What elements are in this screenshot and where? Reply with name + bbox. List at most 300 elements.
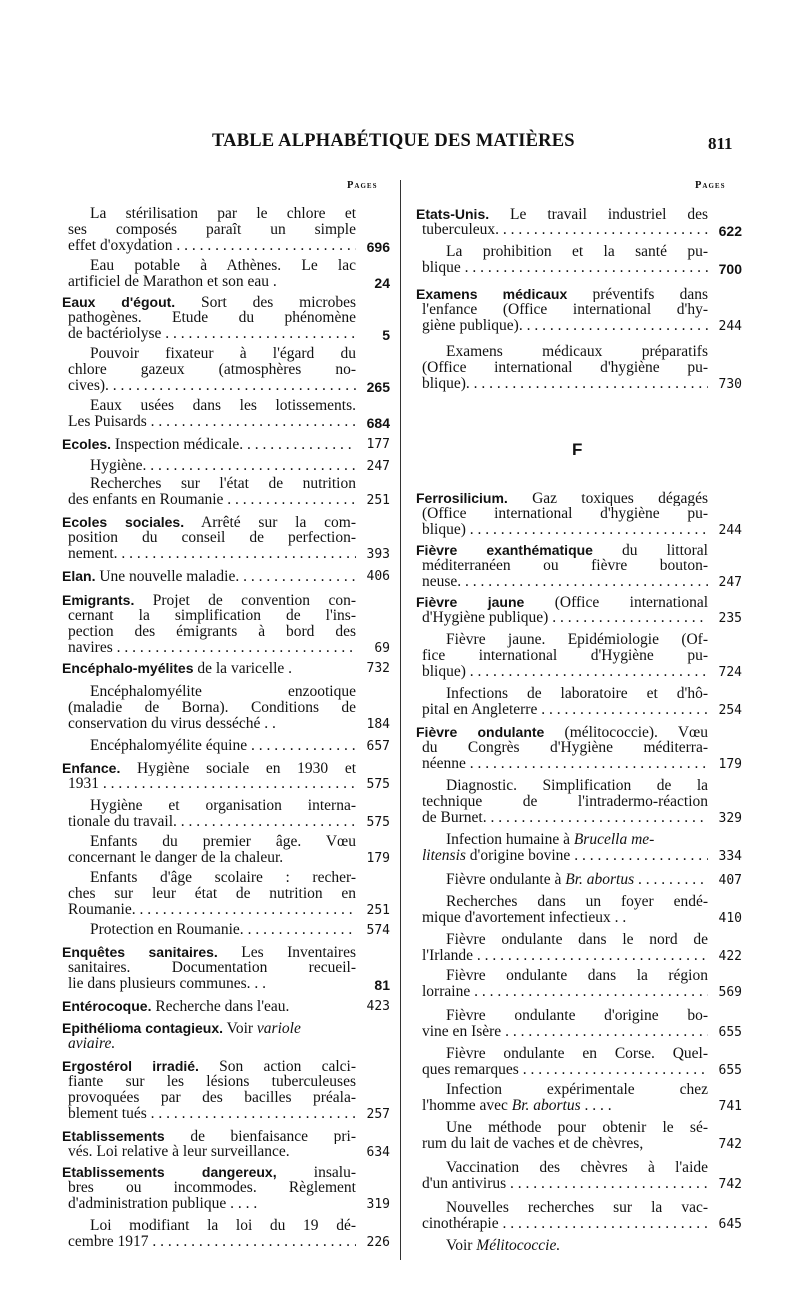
entry-text	[416, 724, 708, 740]
entry-text-run: Son action calci-	[198, 1058, 356, 1074]
page-reference-empty	[356, 346, 390, 362]
entry-line	[62, 944, 390, 960]
index-entry	[62, 798, 390, 830]
entry-text-run: La prohibition et la santé pu-	[446, 244, 708, 260]
index-entry	[62, 294, 390, 342]
entry-italic-run: Mélitococcie.	[476, 1238, 561, 1254]
entry-text-run: Examens médicaux préparatifs	[446, 344, 708, 360]
entry-text-run: effet d'oxydation	[68, 238, 173, 254]
page-reference-empty	[708, 778, 742, 794]
entry-line	[62, 886, 390, 902]
entry-line	[416, 244, 742, 260]
entry-text	[68, 546, 356, 562]
entry-text	[422, 740, 708, 756]
entry-keyword: Etablissements dangereux,	[62, 1164, 277, 1180]
page-reference-empty	[356, 608, 390, 624]
entry-text	[416, 490, 708, 506]
entry-text	[68, 1180, 356, 1196]
entry-text-run: Recherches sur l'état de nutrition	[90, 476, 356, 492]
entry-text-run: pection des émigrants à bord des	[68, 624, 356, 640]
entry-text	[422, 756, 708, 772]
entry-line	[62, 274, 390, 290]
entry-text	[90, 346, 356, 362]
entry-line	[62, 398, 390, 414]
entry-text-run: position du conseil de perfection-	[68, 530, 356, 546]
index-entry	[62, 436, 390, 452]
page-reference-empty	[708, 1200, 742, 1216]
entry-line	[416, 1024, 742, 1040]
page-reference: 423	[366, 999, 390, 1014]
entry-line	[416, 1120, 742, 1136]
index-entry	[416, 1200, 742, 1232]
page-reference: 569	[718, 985, 742, 1000]
entry-text	[68, 378, 356, 394]
page-reference: 257	[366, 1107, 390, 1122]
entry-text-run: préventifs dans	[567, 286, 708, 302]
entry-keyword: Fièvre ondulante	[416, 724, 545, 740]
index-entry	[62, 760, 390, 792]
entry-text	[68, 716, 356, 732]
entry-line	[416, 810, 742, 826]
entry-text	[62, 1020, 356, 1036]
entry-text-run: Eau potable à Athènes. Le lac	[90, 258, 356, 274]
entry-text	[422, 506, 708, 522]
entry-text-run: néenne	[422, 756, 466, 772]
page-reference-empty	[708, 724, 742, 740]
page-reference-empty	[708, 490, 742, 506]
entry-text	[68, 960, 356, 976]
index-entry	[416, 1238, 742, 1254]
entry-text	[68, 1196, 356, 1212]
entry-line	[416, 832, 742, 848]
page-reference-empty	[356, 1036, 390, 1052]
page-reference: 226	[366, 1235, 390, 1250]
column-divider	[400, 180, 401, 1260]
index-entry	[416, 1120, 742, 1152]
entry-text-run: Fièvre ondulante en Corse. Quel-	[446, 1046, 708, 1062]
entry-line	[62, 310, 390, 326]
page-reference-empty	[708, 302, 742, 318]
index-entry	[416, 1082, 742, 1114]
entry-line	[416, 1200, 742, 1216]
entry-text	[422, 948, 708, 964]
entry-text-run: l'Irlande	[422, 948, 473, 964]
entry-text-run: Loi modifiant la loi du 19 dé-	[90, 1218, 356, 1234]
page-reference: 184	[366, 717, 390, 732]
entry-line	[62, 1218, 390, 1234]
page-reference: 247	[718, 575, 742, 590]
index-entry	[416, 344, 742, 392]
entry-text	[68, 1234, 356, 1250]
page-title: TABLE ALPHABÉTIQUE DES MATIÈRES	[212, 131, 575, 151]
entry-text	[62, 514, 356, 530]
entry-line	[416, 872, 742, 888]
page-reference: 235	[718, 611, 742, 626]
entry-line	[62, 640, 390, 656]
index-entry	[62, 998, 390, 1014]
entry-keyword: Ecoles.	[62, 436, 112, 452]
index-entry	[62, 684, 390, 732]
index-entry	[416, 932, 742, 964]
entry-keyword: Ergostérol irradié.	[62, 1058, 199, 1074]
entry-text	[68, 776, 356, 792]
page-reference: 622	[718, 223, 742, 239]
entry-line	[62, 476, 390, 492]
page-reference-empty	[356, 206, 390, 222]
page-reference-empty	[708, 542, 742, 558]
entry-line	[416, 984, 742, 1000]
entry-line	[62, 798, 390, 814]
entry-text-run: . . . .	[580, 1098, 612, 1114]
page-reference: 422	[718, 949, 742, 964]
page-reference: 334	[718, 849, 742, 864]
entry-keyword: Eaux d'égout.	[62, 294, 176, 310]
entry-line	[416, 1082, 742, 1098]
entry-text-run: Voir	[446, 1238, 477, 1254]
entry-text-run: du littoral	[592, 542, 708, 558]
entry-text-run: blique)	[422, 522, 466, 538]
entry-line	[416, 542, 742, 558]
entry-text-run: Diagnostic. Simplification de la	[446, 778, 708, 794]
entry-keyword: Examens médicaux	[416, 286, 568, 302]
page-reference: 742	[718, 1177, 742, 1192]
page-reference: 179	[366, 851, 390, 866]
entry-text	[68, 976, 356, 992]
entry-line	[62, 922, 390, 938]
entry-line	[416, 206, 742, 222]
entry-text-run: Une nouvelle maladie.	[95, 568, 240, 584]
entry-text	[62, 436, 356, 452]
index-entry	[62, 592, 390, 656]
entry-line	[416, 1046, 742, 1062]
entry-text	[62, 568, 356, 584]
entry-line	[62, 258, 390, 274]
entry-text-run: l'homme avec	[422, 1098, 512, 1114]
entry-text-run: cinothérapie	[422, 1216, 499, 1232]
page-reference-empty	[708, 686, 742, 702]
page-reference-empty	[708, 832, 742, 848]
index-entry	[416, 490, 742, 538]
page-reference: 655	[718, 1063, 742, 1078]
entry-line	[416, 610, 742, 626]
entry-text	[422, 302, 708, 318]
entry-text-run: tionale du travail.	[68, 814, 177, 830]
entry-text-run: Fièvre jaune. Epidémiologie (Of-	[446, 632, 708, 648]
entry-line	[416, 1160, 742, 1176]
entry-text	[68, 222, 356, 238]
index-entry	[62, 398, 390, 430]
entry-text	[68, 1036, 356, 1052]
entry-text	[416, 594, 708, 610]
page-reference: 247	[366, 459, 390, 474]
entry-line	[62, 592, 390, 608]
entry-italic-run: Br. abortus	[565, 872, 635, 888]
entry-text	[422, 558, 708, 574]
index-entry	[62, 258, 390, 290]
entry-text	[422, 360, 708, 376]
entry-text	[446, 1160, 708, 1176]
page-reference: 575	[366, 777, 390, 792]
page-reference-empty	[708, 1238, 742, 1254]
entry-text	[68, 902, 356, 918]
entry-keyword: Elan.	[62, 568, 96, 584]
entry-line	[416, 1238, 742, 1254]
entry-text	[446, 872, 708, 888]
page-reference: 251	[366, 903, 390, 918]
index-entry	[62, 738, 390, 754]
page-reference-empty	[708, 506, 742, 522]
entry-text	[422, 848, 708, 864]
entry-text-run: Une méthode pour obtenir le sé-	[446, 1120, 708, 1136]
entry-italic-run: variole	[256, 1020, 301, 1036]
entry-keyword: Etats-Unis.	[416, 206, 490, 222]
entry-text	[90, 922, 356, 938]
entry-text-run: cernant la simplification de l'ins-	[68, 608, 356, 624]
entry-text-run: insalu-	[276, 1164, 356, 1180]
page-reference-empty	[356, 1128, 390, 1144]
page-reference-empty	[708, 894, 742, 910]
pages-column-label-right: Pages	[695, 180, 726, 191]
entry-line	[416, 1062, 742, 1078]
entry-text-run: 1931	[68, 776, 99, 792]
entry-keyword: Emigrants.	[62, 592, 135, 608]
entry-text	[62, 944, 356, 960]
page-reference-empty	[708, 968, 742, 984]
index-entry	[416, 778, 742, 826]
index-entry	[62, 458, 390, 474]
index-entry	[416, 1160, 742, 1192]
entry-text	[62, 294, 356, 310]
entry-text-run: pital en Angleterre	[422, 702, 538, 718]
entry-text-run: Encéphalomyélite équine	[90, 738, 248, 754]
entry-text-run: lie dans plusieurs communes. . .	[68, 976, 267, 992]
entry-text	[62, 1058, 356, 1074]
entry-line	[62, 1234, 390, 1250]
entry-line	[416, 574, 742, 590]
entry-text-run: lorraine	[422, 984, 471, 1000]
entry-keyword: Enquêtes sanitaires.	[62, 944, 218, 960]
entry-text-run: du Congrès d'Hygiène méditerra-	[422, 740, 708, 756]
entry-line	[62, 514, 390, 530]
page-reference-empty	[356, 1020, 390, 1036]
page-reference-empty	[708, 206, 742, 222]
entry-text-run: Roumanie.	[68, 902, 136, 918]
page-reference: 393	[366, 547, 390, 562]
page-reference-empty	[356, 294, 390, 310]
page-reference: 696	[366, 239, 390, 255]
entry-line	[416, 260, 742, 276]
index-entry	[416, 286, 742, 334]
entry-text-run: chlore gazeux (atmosphères no-	[68, 362, 356, 378]
entry-text-run: des enfants en Roumanie	[68, 492, 224, 508]
entry-text	[62, 660, 356, 676]
entry-text	[90, 206, 356, 222]
entry-italic-run: litensis	[422, 848, 466, 864]
entry-text	[62, 592, 356, 608]
page-reference-empty	[708, 344, 742, 360]
page-reference: 700	[718, 261, 742, 277]
entry-text-run: provoquées par des bacilles préala-	[68, 1090, 356, 1106]
entry-text-run: d'origine bovine	[465, 848, 571, 864]
page-reference: 244	[718, 319, 742, 334]
entry-line	[62, 1196, 390, 1212]
entry-text	[446, 1120, 708, 1136]
entry-keyword: Fièvre jaune	[416, 594, 525, 610]
page-reference: 265	[366, 379, 390, 395]
index-entry	[416, 632, 742, 680]
entry-text-run: Recherche dans l'eau.	[151, 998, 290, 1014]
page-reference: 574	[366, 923, 390, 938]
entry-text	[68, 1144, 356, 1160]
page-reference-empty	[356, 700, 390, 716]
page-reference-empty	[356, 944, 390, 960]
entry-line	[416, 222, 742, 238]
entry-text-run: Gaz toxiques dégagés	[507, 490, 708, 506]
entry-text	[446, 244, 708, 260]
entry-text	[446, 1082, 708, 1098]
entry-keyword: Epithélioma contagieux.	[62, 1020, 224, 1036]
page-reference: 24	[374, 275, 390, 291]
entry-text	[422, 574, 708, 590]
entry-text	[68, 414, 356, 430]
page-number: 811	[708, 134, 733, 153]
entry-text-run: rum du lait de vaches et de chèvres,	[422, 1136, 644, 1152]
page-reference-empty	[708, 360, 742, 376]
index-entry	[62, 1020, 390, 1052]
entry-text-run: de bienfaisance pri-	[164, 1128, 356, 1144]
entry-text	[416, 286, 708, 302]
entry-text	[90, 870, 356, 886]
entry-text	[62, 998, 356, 1014]
page-reference-empty	[356, 514, 390, 530]
entry-text	[68, 274, 356, 290]
entry-line	[62, 1144, 390, 1160]
entry-line	[62, 1036, 390, 1052]
entry-text	[90, 738, 356, 754]
entry-text	[422, 648, 708, 664]
entry-text-run: Le travail industriel des	[489, 206, 708, 222]
entry-line	[62, 1090, 390, 1106]
entry-text-run: blique	[422, 260, 461, 276]
entry-text-run: Fièvre ondulante d'origine bo-	[446, 1008, 708, 1024]
entry-text	[68, 310, 356, 326]
entry-text	[422, 1176, 708, 1192]
entry-line	[416, 848, 742, 864]
entry-line	[416, 894, 742, 910]
entry-text-run: blement tués	[68, 1106, 147, 1122]
entry-text-run: Les Inventaires	[217, 944, 356, 960]
entry-text	[422, 1136, 708, 1152]
entry-italic-run: aviaire.	[68, 1036, 116, 1052]
page-reference-empty	[708, 594, 742, 610]
entry-text-run: Hygiène et organisation interna-	[90, 798, 356, 814]
entry-line	[62, 624, 390, 640]
entry-line	[416, 1176, 742, 1192]
entry-text	[90, 684, 356, 700]
entry-text-run: giène publique).	[422, 318, 523, 334]
index-entry	[62, 514, 390, 562]
entry-line	[416, 344, 742, 360]
entry-text-run: Projet de convention con-	[134, 592, 356, 608]
entry-text-run: Sort des microbes	[175, 294, 356, 310]
page-reference-empty	[708, 794, 742, 810]
entry-text	[446, 686, 708, 702]
entry-text	[422, 1062, 708, 1078]
index-entry	[62, 346, 390, 394]
entry-text	[446, 344, 708, 360]
entry-line	[416, 756, 742, 772]
entry-text-run: Hygiène.	[90, 458, 147, 474]
entry-text	[68, 1090, 356, 1106]
entry-keyword: Encéphalo-myélites	[62, 660, 194, 676]
entry-text-run: (Office international d'hygiène pu-	[422, 506, 708, 522]
entry-text-run: Infection humaine à	[446, 832, 574, 848]
entry-line	[62, 1164, 390, 1180]
index-entry	[416, 206, 742, 238]
entry-line	[416, 968, 742, 984]
entry-text-run: ches sur leur état de nutrition en	[68, 886, 356, 902]
page-reference-empty	[356, 530, 390, 546]
entry-keyword: Ecoles sociales.	[62, 514, 185, 530]
entry-text	[446, 1046, 708, 1062]
index-entry	[416, 1046, 742, 1078]
entry-text-run: Enfants d'âge scolaire : recher-	[90, 870, 356, 886]
index-entry	[62, 1218, 390, 1250]
page-reference: 634	[366, 1145, 390, 1160]
section-letter: F	[572, 440, 583, 459]
entry-line	[62, 362, 390, 378]
entry-text	[90, 834, 356, 850]
entry-text	[68, 640, 356, 656]
page-reference: 179	[718, 757, 742, 772]
page-reference-empty	[708, 558, 742, 574]
index-entry	[62, 870, 390, 918]
index-entry	[416, 872, 742, 888]
entry-text	[422, 1216, 708, 1232]
page-reference: 244	[718, 523, 742, 538]
entry-keyword: Ferrosilicium.	[416, 490, 508, 506]
entry-line	[416, 302, 742, 318]
entry-line	[62, 776, 390, 792]
page-reference-empty	[708, 1082, 742, 1098]
page-reference-empty	[356, 684, 390, 700]
index-entry	[416, 968, 742, 1000]
page-reference-empty	[708, 648, 742, 664]
index-entry	[62, 476, 390, 508]
page-reference-empty	[356, 258, 390, 274]
entry-line	[62, 1058, 390, 1074]
page-reference: 69	[374, 641, 390, 656]
index-entry	[416, 832, 742, 864]
entry-text	[422, 222, 708, 238]
entry-line	[62, 1180, 390, 1196]
entry-line	[416, 1136, 742, 1152]
entry-line	[416, 948, 742, 964]
entry-text	[422, 318, 708, 334]
entry-line	[416, 632, 742, 648]
entry-text	[422, 522, 708, 538]
entry-text-run: Eaux usées dans les lotissements.	[90, 398, 356, 414]
entry-line	[62, 458, 390, 474]
entry-text	[90, 398, 356, 414]
entry-text	[446, 778, 708, 794]
entry-text	[90, 1218, 356, 1234]
entry-text	[90, 476, 356, 492]
entry-line	[62, 1020, 390, 1036]
entry-line	[62, 1106, 390, 1122]
entry-line	[416, 1216, 742, 1232]
entry-line	[416, 910, 742, 926]
